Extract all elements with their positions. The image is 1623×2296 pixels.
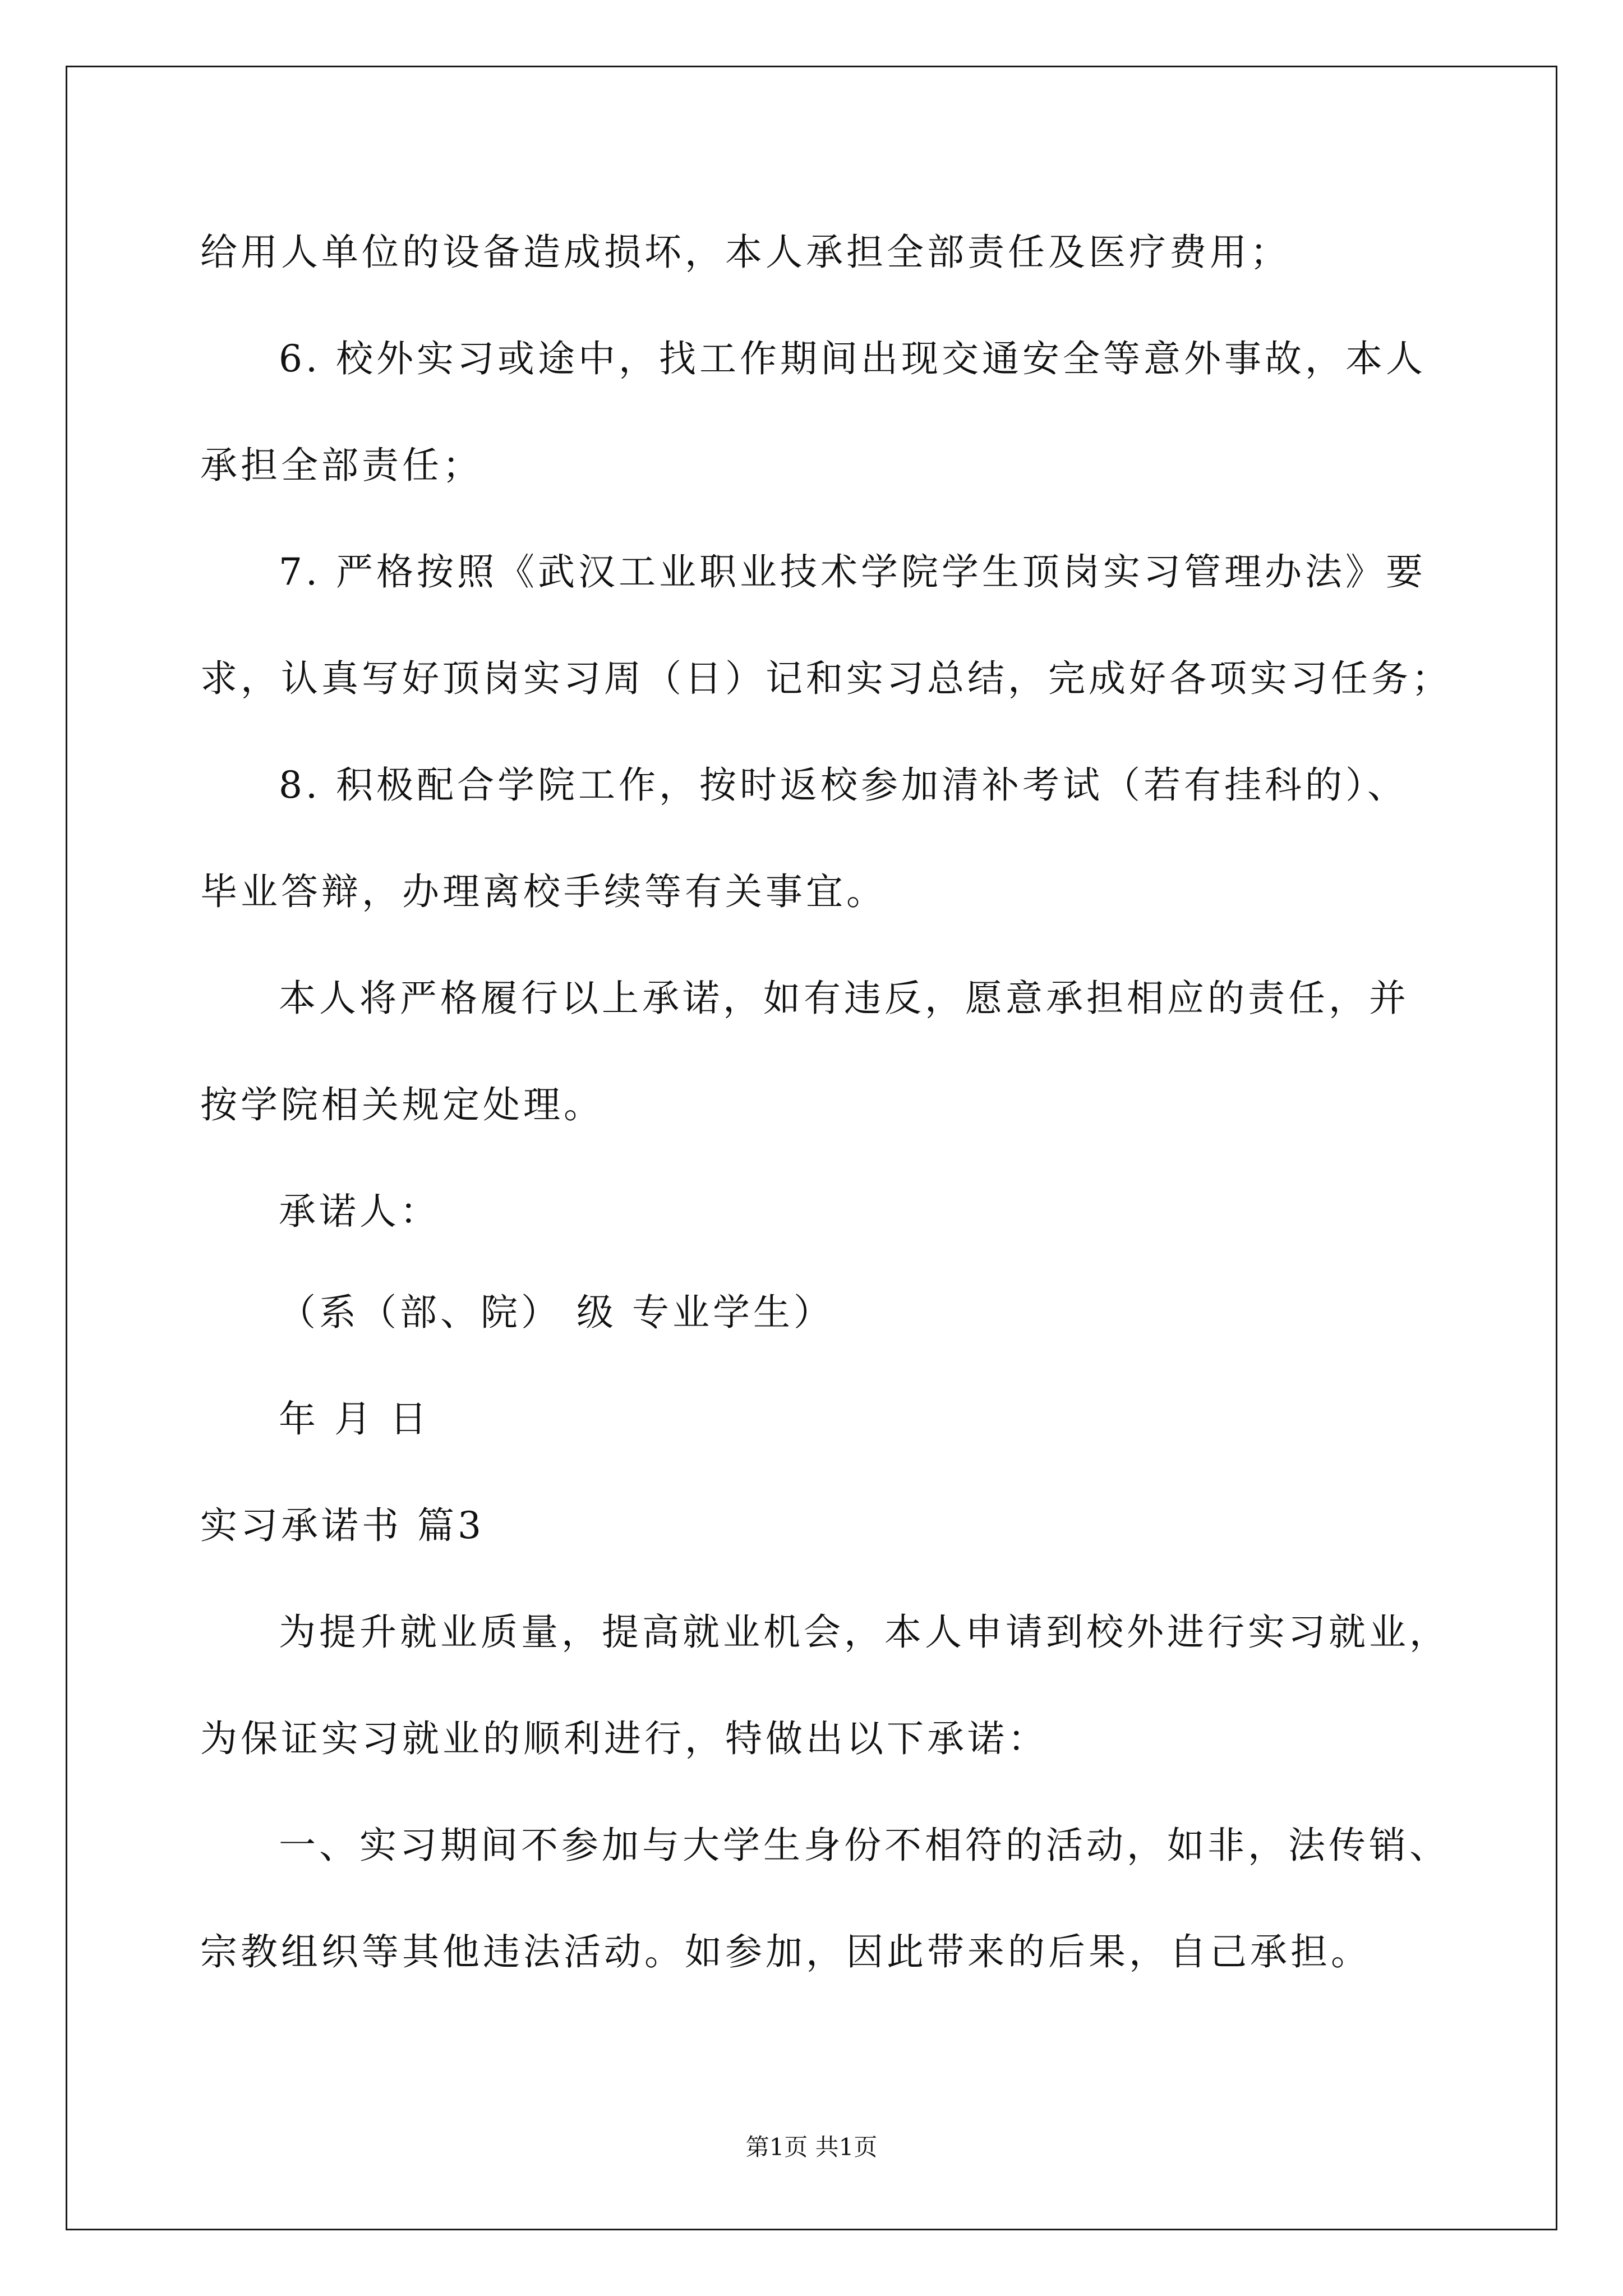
- department-line: （系（部、院） 级 专业学生）: [279, 1291, 834, 1334]
- signatory-label: 承诺人：: [279, 1190, 440, 1233]
- body-line-17: 宗教组织等其他违法活动。如参加，因此带来的后果，自己承担。: [200, 1930, 1371, 1973]
- body-line-4: 7. 严格按照《武汉工业职业技术学院学生顶岗实习管理办法》要: [279, 550, 1426, 593]
- body-line-14: 为提升就业质量，提高就业机会，本人申请到校外进行实习就业，: [279, 1611, 1450, 1654]
- body-line-15: 为保证实习就业的顺利进行，特做出以下承诺：: [200, 1717, 1048, 1760]
- body-line-5: 求，认真写好顶岗实习周（日）记和实习总结，完成好各项实习任务；: [200, 657, 1452, 700]
- body-line-8: 本人将严格履行以上承诺，如有违反，愿意承担相应的责任，并: [279, 977, 1409, 1020]
- body-line-16: 一、实习期间不参加与大学生身份不相符的活动，如非，法传销、: [279, 1824, 1450, 1867]
- body-line-9: 按学院相关规定处理。: [200, 1083, 604, 1126]
- page-frame: [66, 66, 1557, 2230]
- date-line: 年 月 日: [279, 1397, 430, 1441]
- body-line-2: 6. 校外实习或途中，找工作期间出现交通安全等意外事故，本人: [279, 337, 1426, 380]
- page-number-footer: 第1页 共1页: [745, 2133, 878, 2161]
- body-line-1: 给用人单位的设备造成损坏，本人承担全部责任及医疗费用；: [200, 231, 1290, 274]
- body-line-3: 承担全部责任；: [200, 444, 483, 487]
- body-line-6: 8. 积极配合学院工作，按时返校参加清补考试（若有挂科的）、: [279, 763, 1408, 807]
- section-heading: 实习承诺书 篇3: [200, 1504, 485, 1547]
- body-line-7: 毕业答辩，办理离校手续等有关事宜。: [200, 870, 887, 913]
